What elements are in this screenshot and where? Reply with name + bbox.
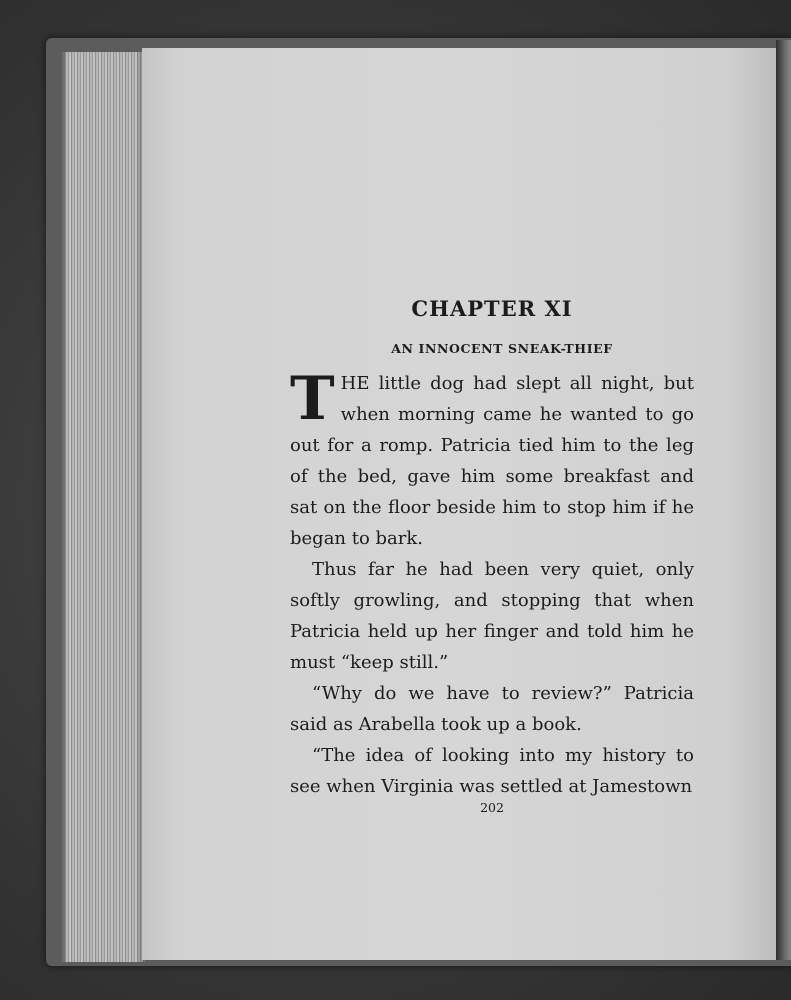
page-content (290, 290, 694, 802)
page-number: 202 (480, 800, 504, 815)
chapter-subtitle: AN INNOCENT SNEAK-THIEF (391, 341, 613, 356)
chapter-title: CHAPTER XI (411, 296, 573, 321)
drop-cap: T (290, 364, 335, 434)
paragraph-1-text: HE little dog had slept all night, but when morning came he wanted to go out for a romp. Patricia tied him to the leg of the bed, gave him some breakfast and sat on the floor beside him to stop him if he began to bark. (290, 373, 694, 549)
paragraph-4: “The idea of looking into my history to see when Virginia was settled at Jamestown (290, 745, 694, 797)
paragraph-2: Thus far he had been very quiet, only softly growling, and stopping that when Patricia held up her finger and told him he must “keep still.” (290, 559, 694, 673)
paragraph-1 (290, 364, 694, 554)
page-edges (62, 52, 145, 962)
paragraph-3: “Why do we have to review?” Patricia said as Arabella took up a book. (290, 683, 694, 735)
book-gutter (776, 40, 791, 960)
